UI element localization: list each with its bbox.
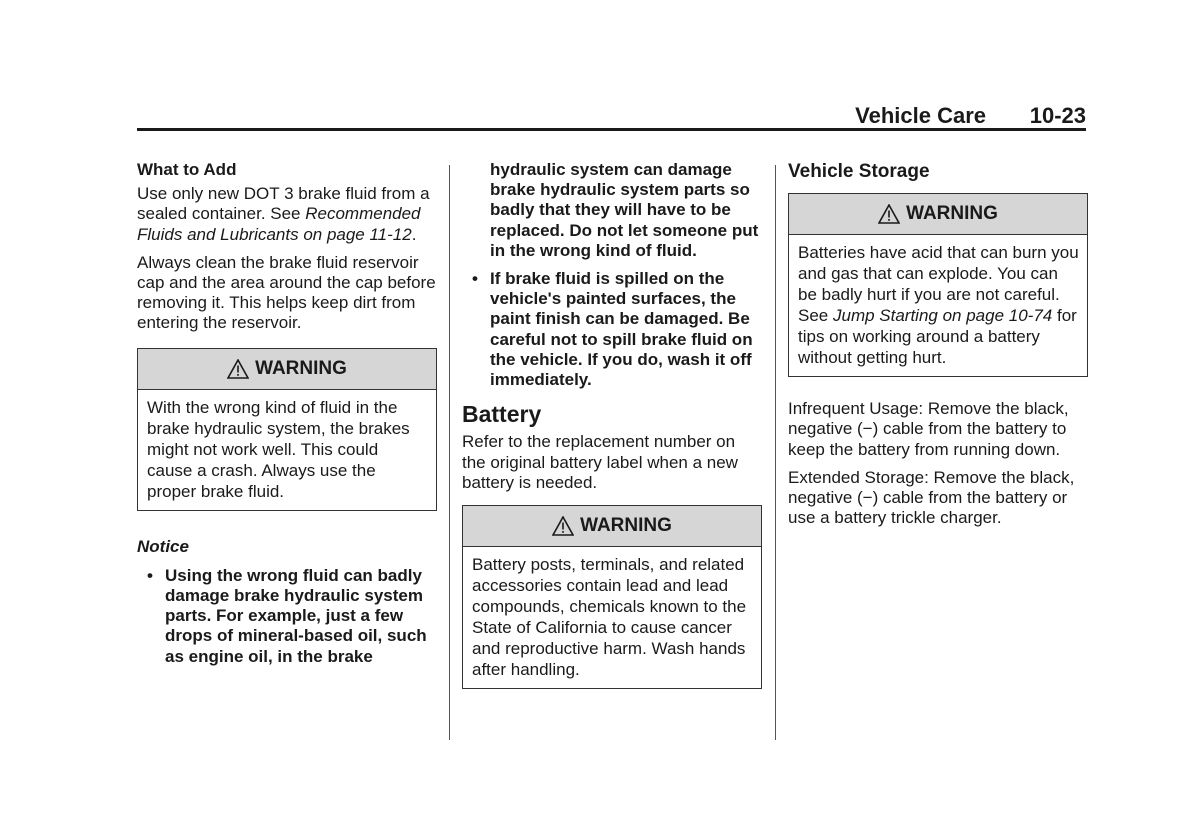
paragraph: Use only new DOT 3 brake fluid from a sealed container. See Recommended Fluids and Lubricants on page 11-12. <box>137 184 430 244</box>
warning-triangle-icon <box>552 516 574 536</box>
column-divider <box>449 165 450 740</box>
paragraph: Refer to the replacement number on the original battery label when a new battery is needed. <box>462 432 738 492</box>
battery-heading: Battery <box>462 401 542 428</box>
warning-label: WARNING <box>906 203 998 225</box>
warning-text: Batteries have acid that can burn you and gas that can explode. You can be badly hurt if you are not careful. See Jump Starting on page 10-74 for tips on working around a battery without getting hurt. <box>798 243 1079 368</box>
page-header <box>137 100 1086 130</box>
warning-box <box>788 193 1088 377</box>
subheading-what-to-add: What to Add <box>137 160 237 179</box>
paragraph: Always clean the brake fluid reservoir cap and the area around the cap before removing it. This helps keep dirt from entering the reservoir. <box>137 252 436 333</box>
column-2 <box>462 160 762 689</box>
warning-triangle-icon <box>878 204 900 224</box>
vehicle-storage-heading: Vehicle Storage <box>788 161 930 182</box>
warning-text: Battery posts, terminals, and related accessories contain lead and lead compounds, chemicals known to the State of California to cause cancer and reproductive harm. Wash hands after handling. <box>472 555 747 680</box>
section-title: Vehicle Care <box>855 103 986 128</box>
cross-reference: Jump Starting on page 10-74 <box>832 306 1053 326</box>
warning-box <box>462 505 762 689</box>
cross-reference: Recommended Fluids and Lubricants on page 11-12 <box>137 204 421 244</box>
column-divider <box>775 165 776 740</box>
paragraph: Infrequent Usage: Remove the black, negative (−) cable from the battery to keep the battery from running down. <box>788 399 1069 459</box>
paragraph: Extended Storage: Remove the black, negative (−) cable from the battery or use a battery trickle charger. <box>788 467 1075 528</box>
page-number: 10-23 <box>1029 103 1086 128</box>
warning-header <box>138 349 436 390</box>
bullet-icon: • <box>147 565 153 585</box>
warning-header <box>463 506 761 547</box>
warning-label: WARNING <box>580 514 672 536</box>
notice-label: Notice <box>137 536 189 556</box>
list-item-continued: hydraulic system can damage brake hydraulic system parts so badly that they will have to be replaced. Do not let someone put in the wrong kind of fluid. <box>490 160 759 260</box>
column-1 <box>137 160 437 675</box>
warning-label: WARNING <box>255 357 347 379</box>
warning-header <box>789 194 1087 235</box>
warning-box <box>137 348 437 511</box>
header-rule <box>137 128 1086 131</box>
warning-triangle-icon <box>227 359 249 379</box>
list-item: • Using the wrong fluid can badly damage brake hydraulic system parts. For example, just a few drops of mineral-based oil, such as engine oil, in the brake <box>147 565 427 666</box>
list-item: • If brake fluid is spilled on the vehicle's painted surfaces, the paint finish can be damaged. Be careful not to spill brake fluid on the vehicle. If you do, wash it off immediately. <box>472 269 753 390</box>
bullet-icon: • <box>472 269 478 289</box>
warning-text: With the wrong kind of fluid in the brake hydraulic system, the brakes might not work well. This could cause a crash. Always use the proper brake fluid. <box>147 397 410 501</box>
column-3 <box>788 160 1088 536</box>
